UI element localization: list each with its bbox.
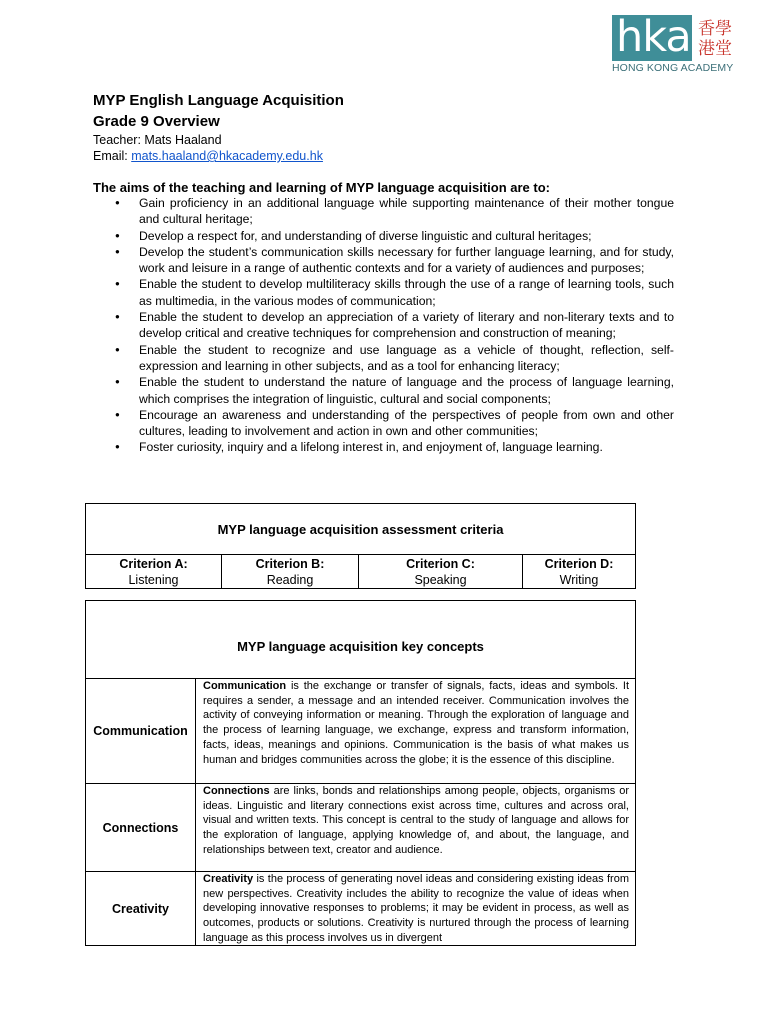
list-item: ● Gain proficiency in an additional language while supporting maintenance of their mother tongue and cultural heritage; (93, 195, 674, 228)
table-row (86, 679, 636, 784)
criterion-label: Criterion B: (255, 556, 325, 571)
concept-description (196, 784, 636, 872)
list-item: ● Enable the student to develop multiliteracy skills through the use of a range of learning tools, such as multimedia, in the various modes of communication; (93, 276, 674, 309)
concept-term: Connections (203, 785, 270, 797)
table-row (86, 872, 636, 946)
key-concepts-table (85, 600, 636, 946)
concept-text: are links, bonds and relationships among people, objects, organisms or ideas. Linguistic and literary connections exist across time, cultures and across oral, visual and written texts. This concept is central to the study of language and allows for the exploration of language, applying knowledge of, and about, the language, and relationships between text, creator and audience. (203, 785, 629, 856)
concept-name: Communication (86, 679, 196, 784)
criterion-label: Criterion A: (119, 556, 188, 571)
concept-text: is the process of generating novel ideas and considering existing ideas from new perspectives. Creativity includes the ability to recognize the value of ideas when developing innovative responses to problems; it may be evident in process, as well as outcomes, products or solutions. Creativity is nurtured through the process of learning language as this process involves us in divergent (203, 873, 629, 944)
criterion-label: Criterion C: (406, 556, 475, 571)
logo-school-name: HONG KONG ACADEMY (612, 62, 734, 74)
criterion-c-cell (359, 555, 523, 589)
concept-name: Creativity (86, 872, 196, 946)
criterion-label: Criterion D: (544, 556, 614, 571)
logo-letters: hka (616, 12, 691, 62)
hka-logo (612, 12, 744, 75)
list-item: ● Develop a respect for, and understanding of diverse linguistic and cultural heritages; (93, 228, 674, 244)
list-item: ● Foster curiosity, inquiry and a lifelong interest in, and enjoyment of, language learning. (93, 439, 674, 455)
key-concepts-title: MYP language acquisition key concepts (86, 601, 636, 679)
document-header (93, 90, 683, 164)
email-label: Email: (93, 149, 132, 163)
concept-text: is the exchange or transfer of signals, facts, ideas and symbols. It requires a sender, a message and an intended receiver. Communication involves the activity of conveying information or meaning. Through the exploration of language and the process of learning language, we exchange, express and transform information, facts, ideas, meanings and opinions. Communication is the basis of what makes us human and bridges communities across the globe; it is the essence of this discipline. (203, 680, 629, 766)
criterion-name: Writing (559, 572, 599, 587)
concept-term: Creativity (203, 873, 254, 885)
aims-heading: The aims of the teaching and learning of MYP language acquisition are to: (93, 180, 550, 195)
concept-description-clip (203, 872, 629, 944)
concept-description (196, 679, 636, 784)
criterion-name: Speaking (414, 572, 467, 587)
document-title: MYP English Language Acquisition (93, 92, 344, 109)
criterion-d-cell (523, 555, 636, 589)
email-link[interactable]: mats.haaland@hkacademy.edu.hk (131, 149, 323, 163)
list-item: ● Encourage an awareness and understanding of the perspectives of people from own and other cultures, leading to involvement and action in own and other communities; (93, 407, 674, 440)
assessment-table-title: MYP language acquisition assessment criteria (86, 504, 636, 555)
teacher-line: Teacher: Mats Haaland (93, 133, 222, 147)
criterion-b-cell (222, 555, 359, 589)
list-item: ● Develop the student’s communication skills necessary for further language learning, and for study, work and leisure in a range of authentic contexts and for a variety of audiences and purposes; (93, 244, 674, 277)
criterion-name: Reading (266, 572, 314, 587)
concept-term: Communication (203, 680, 287, 692)
aims-list (93, 195, 674, 456)
assessment-criteria-table (85, 503, 636, 589)
list-item: ● Enable the student to understand the nature of language and the process of language learning, which comprises the integration of linguistic, cultural and social components; (93, 374, 674, 407)
document-subtitle: Grade 9 Overview (93, 113, 220, 130)
concept-name: Connections (86, 784, 196, 872)
email-line (93, 148, 683, 164)
list-item: ● Enable the student to develop an appreciation of a variety of literary and non-literary texts and to develop critical and creative techniques for comprehension and construction of meaning; (93, 309, 674, 342)
criterion-name: Listening (128, 572, 179, 587)
logo-mark (612, 12, 692, 62)
logo-chinese: 香學港堂 (698, 19, 732, 59)
concept-description (196, 872, 636, 946)
criterion-a-cell (86, 555, 222, 589)
list-item: ● Enable the student to recognize and use language as a vehicle of thought, reflection, self-expression and learning in other subjects, and as a tool for enhancing literacy; (93, 342, 674, 375)
table-row (86, 784, 636, 872)
